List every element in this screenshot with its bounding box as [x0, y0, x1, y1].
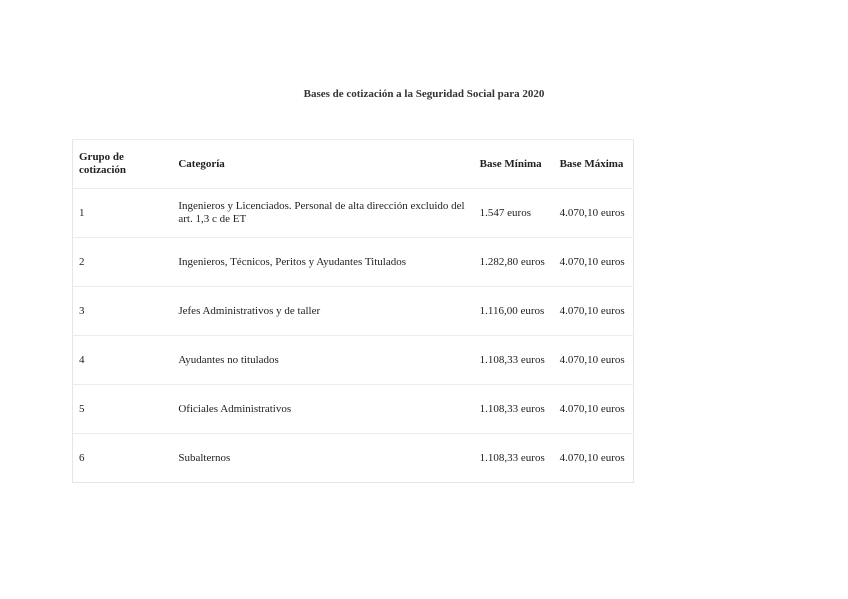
cell-grupo: 3 — [73, 287, 173, 336]
cell-grupo: 5 — [73, 385, 173, 434]
header-categoria: Categoría — [172, 140, 473, 189]
cell-categoria: Ingenieros y Licenciados. Personal de alta dirección excluido del art. 1,3 c de ET — [172, 189, 473, 238]
cell-grupo: 6 — [73, 434, 173, 483]
cell-base-minima: 1.108,33 euros — [474, 385, 554, 434]
table-row — [73, 238, 634, 287]
table-header-row — [73, 140, 634, 189]
cell-base-minima: 1.116,00 euros — [474, 287, 554, 336]
cell-grupo: 1 — [73, 189, 173, 238]
cell-categoria: Ingenieros, Técnicos, Peritos y Ayudantes Titulados — [172, 238, 473, 287]
cell-categoria: Jefes Administrativos y de taller — [172, 287, 473, 336]
cell-base-minima: 1.108,33 euros — [474, 336, 554, 385]
cell-base-maxima: 4.070,10 euros — [554, 189, 634, 238]
cell-base-minima: 1.282,80 euros — [474, 238, 554, 287]
cell-base-maxima: 4.070,10 euros — [554, 434, 634, 483]
cell-grupo: 2 — [73, 238, 173, 287]
cell-categoria: Oficiales Administrativos — [172, 385, 473, 434]
page-title: Bases de cotización a la Seguridad Social para 2020 — [303, 88, 545, 100]
table-row — [73, 189, 634, 238]
cell-base-minima: 1.108,33 euros — [474, 434, 554, 483]
cell-base-maxima: 4.070,10 euros — [554, 287, 634, 336]
table-row — [73, 434, 634, 483]
cell-base-maxima: 4.070,10 euros — [554, 238, 634, 287]
contribution-bases-table — [72, 139, 634, 483]
table-row — [73, 287, 634, 336]
cell-grupo: 4 — [73, 336, 173, 385]
header-base-maxima: Base Máxima — [554, 140, 634, 189]
cell-base-minima: 1.547 euros — [474, 189, 554, 238]
cell-categoria: Subalternos — [172, 434, 473, 483]
table-row — [73, 385, 634, 434]
cell-base-maxima: 4.070,10 euros — [554, 385, 634, 434]
table-row — [73, 336, 634, 385]
cell-base-maxima: 4.070,10 euros — [554, 336, 634, 385]
cell-categoria: Ayudantes no titulados — [172, 336, 473, 385]
header-base-minima: Base Mínima — [474, 140, 554, 189]
header-grupo: Grupo de cotización — [73, 140, 173, 189]
